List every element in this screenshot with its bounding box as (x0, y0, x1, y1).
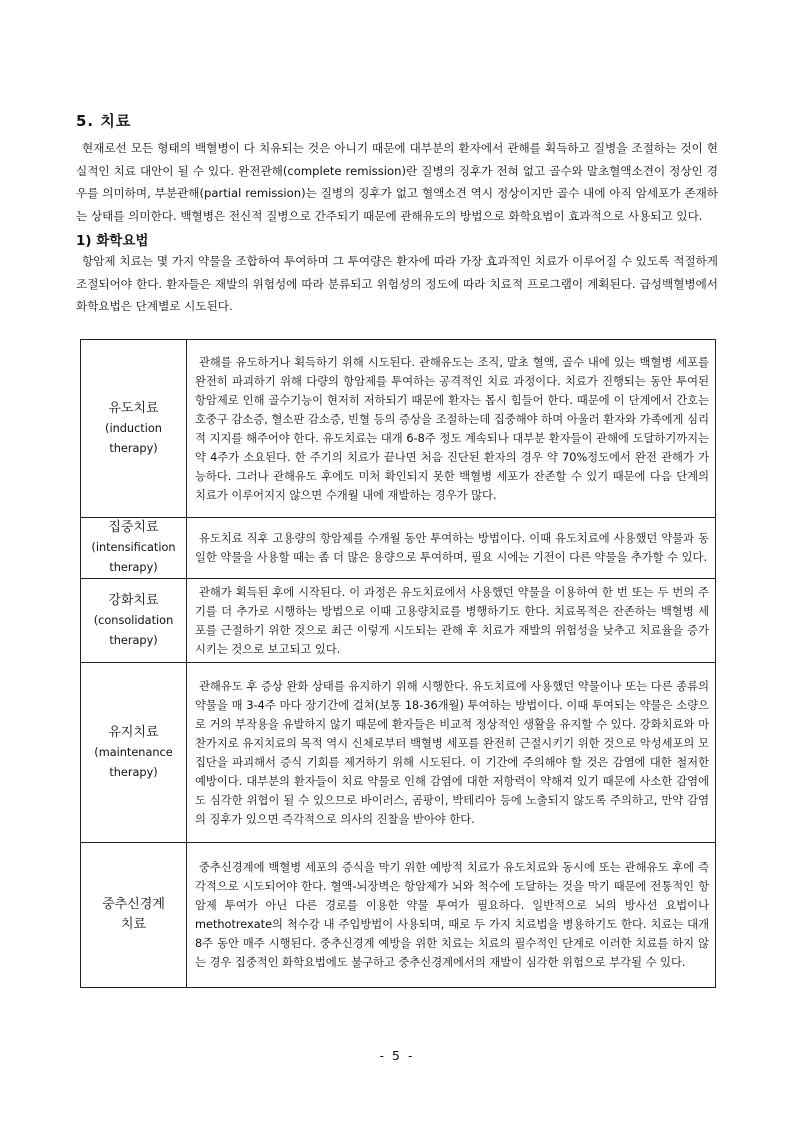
page-content (76, 110, 718, 318)
table-row-induction (81, 340, 716, 518)
row-label (81, 518, 187, 579)
table-row-intensification (81, 518, 716, 579)
row-label-en-2: therapy) (109, 561, 158, 574)
row-label (81, 843, 187, 988)
row-label-en-2: therapy) (109, 765, 158, 779)
row-description: 관해를 유도하거나 획득하기 위해 시도된다. 관해유도는 조직, 말초 혈액, 골수 내에 있는 백혈병 세포를 완전히 파괴하기 위해 다량의 항암제를 투여하는 공격적인 치료 과정이다. 치료가 진행되는 동안 투여된 항암제로 인해 골수기능이 현저히 저하되기 때문에 환자는 몹시 힘들어 한다. 때문에 이 단계에서 간호는 호중구 감소증, 혈소판 감소증, 빈혈 등의 증상을 조절하는데 집중해야 하며 아울러 환자와 가족에게 심리적 지지를 해주어야 한다. 유도치료는 대개 6-8주 정도 계속되나 대부분 환자들이 관해에 도달하기까지는 약 4주가 소요된다. 한 주기의 치료가 끝나면 처음 진단된 환자의 경우 약 70%정도에서 완전 관해가 가능하다. 그러나 관해유도 후에도 미처 확인되지 못한 백혈병 세포가 잔존할 수 있기 때문에 다음 단계의 치료가 이루어지지 않으면 수개월 내에 재발하는 경우가 많다. (187, 340, 716, 518)
section-title: 5. 치료 (76, 112, 132, 130)
chemotherapy-subtitle: 1) 화학요법 (76, 233, 149, 249)
row-label-en: (induction (105, 421, 162, 435)
row-label-en: (maintenance (94, 745, 173, 759)
treatment-phase-table (80, 339, 716, 988)
row-label-kr: 집중치료 (108, 520, 159, 535)
row-label-en-2: therapy) (109, 441, 158, 455)
row-label-en: (intensification (91, 541, 176, 554)
row-label-kr: 유지치료 (108, 724, 159, 740)
row-label (81, 663, 187, 843)
chemotherapy-intro-paragraph: 항암제 치료는 몇 가지 약물을 조합하여 투여하며 그 투여량은 환자에 따라 가장 효과적인 치료가 이루어질 수 있도록 적절하게 조절되어야 한다. 환자들은 재발의 위험성에 따라 분류되고 위험성의 정도에 따라 치료적 프로그램이 계획된다. 급성백혈병에서 화학요법은 단계별로 시도된다. (76, 254, 718, 313)
row-label-en: (consolidation (93, 613, 174, 627)
table-row-maintenance (81, 663, 716, 843)
section-intro-paragraph: 현재로선 모든 형태의 백혈병이 다 치유되는 것은 아니기 때문에 대부분의 환자에서 관해를 획득하고 질병을 조절하는 것이 현실적인 치료 대안이 될 수 있다. 완전관해(complete remission)란 질병의 징후가 전혀 없고 골수와 말초혈액소견이 정상인 경우를 의미하며, 부분관해(partial remission)는 질병의 징후가 없고 혈액소견 역시 정상이지만 골수 내에 아직 암세포가 존재하는 상태를 의미한다. 백혈병은 전신적 질병으로 간주되기 때문에 관해유도의 방법으로 화학요법이 효과적으로 사용되고 있다. (76, 141, 718, 223)
row-description: 유도치료 직후 고용량의 항암제를 수개월 동안 투여하는 방법이다. 이때 유도치료에 사용했던 약물과 동일한 약물을 사용할 때는 좀 더 많은 용량으로 투여하며, 필요 시에는 기전이 다른 약물을 추가할 수 있다. (187, 518, 716, 579)
row-label-en-2: therapy) (109, 633, 158, 647)
table-row-consolidation (81, 579, 716, 663)
table-row-cns (81, 843, 716, 988)
row-label (81, 579, 187, 663)
row-description: 관해유도 후 증상 완화 상태를 유지하기 위해 시행한다. 유도치료에 사용했던 약물이나 또는 다른 종류의 약물을 매 3-4주 마다 장기간에 걸쳐(보통 18-36개월) 투여하는 방법이다. 이때 투여되는 약물은 소량으로 거의 부작용을 유발하지 않기 때문에 환자들은 비교적 정상적인 생활을 유지할 수 있다. 강화치료와 마찬가지로 유지치료의 목적 역시 신체로부터 백혈병 세포를 완전히 근절시키기 위한 것으로 악성세포의 모집단을 파괴해서 증식 기회를 제거하기 위해 시도된다. 이 기간에 주의해야 할 것은 감염에 대한 철저한 예방이다. 대부분의 환자들이 치료 약물로 인해 감염에 대한 저항력이 약해져 있기 때문에 사소한 감염에도 심각한 위협이 될 수 있으므로 바이러스, 곰팡이, 박테리아 등에 노출되지 않도록 주의하고, 만약 감염의 징후가 있으면 즉각적으로 의사의 진찰을 받아야 한다. (187, 663, 716, 843)
row-label-kr-2: 치료 (120, 917, 147, 932)
row-label-kr: 중추신경계 (102, 897, 165, 912)
row-label (81, 340, 187, 518)
row-description: 관해가 획득된 후에 시작된다. 이 과정은 유도치료에서 사용했던 약물을 이용하여 한 번 또는 두 번의 주기를 더 추가로 시행하는 방법으로 이때 고용량치료를 병행하기도 한다. 치료목적은 잔존하는 백혈병 세포를 근절하기 위한 것으로 최근 이렇게 시도되는 관해 후 치료가 재발의 위험성을 낮추고 치료율을 증가시키는 것으로 보고되고 있다. (187, 579, 716, 663)
row-label-kr: 강화치료 (108, 592, 159, 608)
page-number: - 5 - (379, 1048, 415, 1063)
row-label-kr: 유도치료 (108, 400, 159, 416)
row-description: 중추신경계에 백혈병 세포의 증식을 막기 위한 예방적 치료가 유도치료와 동시에 또는 관해유도 후에 즉각적으로 시도되어야 한다. 혈액-뇌장벽은 항암제가 뇌와 척수에 도달하는 것을 막기 때문에 전통적인 항암제 투여가 아닌 다른 경로를 이용한 약물 투여가 필요하다. 일반적으로 뇌의 방사선 요법이나 methotrexate의 척수강 내 주입방법이 사용되며, 때로 두 가지 치료법을 병용하기도 한다. 치료는 대개 8주 동안 매주 시행된다. 중추신경계 예방을 위한 치료는 치료의 필수적인 단계로 이러한 치료를 하지 않는 경우 집중적인 화학요법에도 불구하고 중추신경계에서의 재발이 심각한 위험으로 부각될 수 있다. (187, 843, 716, 988)
